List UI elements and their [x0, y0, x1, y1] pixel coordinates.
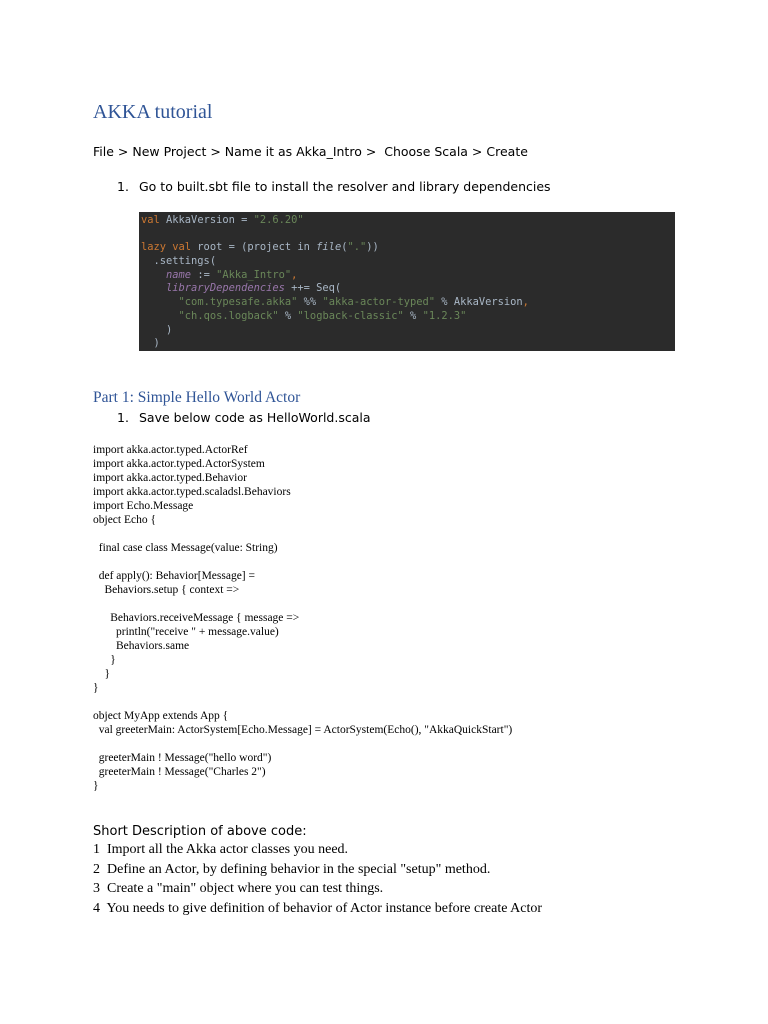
description-item: 2 Define an Actor, by defining behavior in the special "setup" method.: [93, 862, 491, 877]
scala-code-line: [93, 555, 512, 569]
code-line-4: name := "Akka_Intro",: [166, 268, 298, 281]
intro-instructions: File > New Project > Name it as Akka_Intro > Choose Scala > Create: [93, 144, 528, 159]
scala-code-line: [93, 597, 512, 611]
step-1-number: 1.: [117, 179, 129, 194]
description-item: 3 Create a "main" object where you can test things.: [93, 881, 384, 896]
scala-code-line: import akka.actor.typed.scaladsl.Behaviors: [93, 486, 291, 498]
scala-code-line: println("receive " + message.value): [93, 626, 279, 638]
part-1-step-number: 1.: [117, 410, 129, 425]
scala-code-line: val greeterMain: ActorSystem[Echo.Message] = ActorSystem(Echo(), "AkkaQuickStart"): [93, 724, 513, 736]
code-line-1: val AkkaVersion = "2.6.20": [141, 214, 304, 226]
description-item: 1 Import all the Akka actor classes you need.: [93, 842, 349, 857]
document-title: AKKA tutorial: [93, 101, 213, 123]
code-line-blank: [141, 228, 675, 242]
scala-code-line: import akka.actor.typed.ActorSystem: [93, 458, 265, 470]
scala-code-line: }: [93, 780, 99, 792]
scala-code-line: }: [93, 682, 99, 694]
scala-code-line: import akka.actor.typed.ActorRef: [93, 444, 248, 456]
scala-code-line: import akka.actor.typed.Behavior: [93, 472, 247, 484]
scala-code-line: [93, 527, 512, 541]
scala-code-line: Behaviors.setup { context =>: [93, 584, 240, 596]
sbt-code-block: [139, 212, 675, 351]
code-line-7: "ch.qos.logback" % "logback-classic" % "1.2.3": [178, 309, 467, 322]
scala-code-line: }: [93, 654, 116, 666]
code-line-9: ): [141, 337, 160, 350]
code-line-6: "com.typesafe.akka" %% "akka-actor-typed" % AkkaVersion,: [178, 296, 529, 309]
scala-code-line: [93, 737, 512, 751]
scala-code-line: greeterMain ! Message("hello word"): [93, 752, 272, 764]
scala-code-line: greeterMain ! Message("Charles 2"): [93, 766, 266, 778]
step-1-text: Go to built.sbt file to install the resolver and library dependencies: [139, 179, 551, 194]
code-line-3: .settings(: [141, 255, 217, 268]
scala-code-line: Behaviors.receiveMessage { message =>: [93, 612, 300, 624]
part-1-step-text: Save below code as HelloWorld.scala: [139, 410, 371, 425]
scala-code-line: final case class Message(value: String): [93, 542, 278, 554]
scala-code-block: [93, 443, 512, 793]
description-item: 4 You needs to give definition of behavior of Actor instance before create Actor: [93, 901, 543, 916]
scala-code-line: object Echo {: [93, 514, 156, 526]
scala-code-line: def apply(): Behavior[Message] =: [93, 570, 255, 582]
scala-code-line: import Echo.Message: [93, 500, 194, 512]
code-line-5: libraryDependencies ++= Seq(: [166, 282, 342, 295]
scala-code-line: object MyApp extends App {: [93, 710, 229, 722]
scala-code-line: }: [93, 668, 111, 680]
code-line-8: ): [141, 323, 173, 336]
code-line-2: lazy val root = (project in file(".")): [141, 241, 379, 254]
part-1-heading: Part 1: Simple Hello World Actor: [93, 389, 301, 406]
scala-code-line: Behaviors.same: [93, 640, 190, 652]
scala-code-line: [93, 695, 512, 709]
short-description-heading: Short Description of above code:: [93, 824, 307, 839]
